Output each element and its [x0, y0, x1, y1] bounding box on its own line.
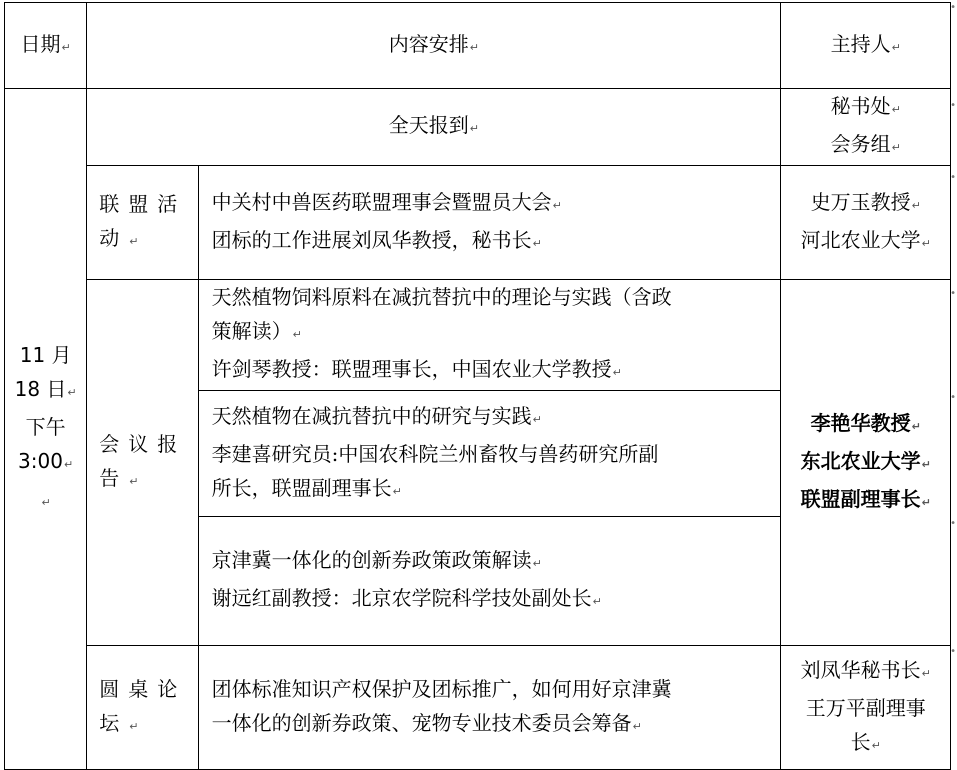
content-text: 京津冀一体化的创新券政策政策解读: [211, 548, 532, 572]
host-text: 刘凤华秘书长: [800, 657, 921, 682]
content-text: 中关村中兽医药联盟理事会暨盟员大会: [211, 189, 552, 214]
content-text: 所长，联盟副理事长: [211, 475, 392, 500]
meeting-host-line1: [781, 406, 950, 444]
paragraph-mark-icon: ↵: [129, 474, 148, 488]
content-text: 谢远红副教授：北京农学院科学技处副处长: [211, 586, 592, 610]
alliance-host-line2: [781, 223, 950, 261]
content-text: 天然植物在减抗替抗中的研究与实践: [211, 403, 532, 428]
paragraph-mark-icon: ↵: [911, 419, 921, 433]
meeting-report2-cell: [198, 391, 781, 517]
report3-line2: [212, 581, 775, 619]
content-text: 策解读）: [211, 319, 292, 343]
roundtable-host-line1: [781, 653, 950, 691]
category-text: 告: [99, 465, 129, 490]
content-text: 一体化的创新券政策、宠物专业技术委员会筹备: [211, 710, 632, 735]
paragraph-mark-icon: ↵: [469, 40, 479, 54]
roundtable-category-cell: [87, 646, 198, 770]
roundtable-content-line1: 团体标准知识产权保护及团标推广，如何用好京津冀: [211, 676, 672, 701]
roundtable-host-line3: [781, 725, 950, 763]
alliance-host-cell: [781, 166, 951, 280]
paragraph-mark-icon: ↵: [61, 40, 71, 54]
paragraph-mark-icon: ↵: [129, 719, 148, 733]
row-end-mark-icon: •: [950, 2, 956, 13]
roundtable-category-line1: 圆桌论: [99, 676, 187, 701]
paragraph-mark-icon: ↵: [891, 103, 901, 116]
host-text: 长: [850, 729, 871, 754]
meeting-host-line3: [781, 482, 950, 520]
paragraph-mark-icon: ↵: [469, 122, 479, 135]
roundtable-category-line2: [99, 706, 197, 744]
roundtable-host-cell: [781, 646, 951, 770]
meeting-host-line2: [781, 444, 950, 482]
paragraph-mark-icon: ↵: [292, 328, 302, 341]
report1-line2: [212, 314, 775, 352]
meeting-host-cell: [781, 280, 951, 646]
schedule-table: [4, 2, 951, 770]
paragraph-mark-icon: ↵: [921, 666, 931, 680]
alliance-content-line1: [212, 185, 775, 223]
paragraph-mark-icon: ↵: [552, 198, 562, 212]
host-text: 李艳华教授: [810, 410, 911, 435]
paragraph-mark-icon: ↵: [871, 738, 881, 752]
row-end-mark-icon: •: [950, 288, 956, 299]
date-empty-line: [5, 482, 86, 520]
report1-line1: 天然植物饲料原料在减抗替抗中的理论与实践（含政: [211, 285, 672, 309]
paragraph-mark-icon: ↵: [891, 141, 901, 154]
paragraph-mark-icon: ↵: [632, 719, 642, 733]
host-text: 会务组: [830, 132, 891, 156]
meeting-report1-row: [5, 280, 951, 391]
meeting-report3-cell: [198, 517, 781, 646]
paragraph-mark-icon: ↵: [612, 366, 622, 379]
registration-host-cell: [781, 89, 951, 166]
registration-content-text: 全天报到: [388, 113, 469, 137]
paragraph-mark-icon: ↵: [532, 557, 542, 570]
paragraph-mark-icon: ↵: [911, 198, 921, 212]
paragraph-mark-icon: ↵: [891, 40, 901, 54]
paragraph-mark-icon: ↵: [63, 458, 74, 471]
registration-row: [5, 89, 951, 166]
date-time-line: [5, 444, 86, 482]
registration-content-cell: [87, 89, 781, 166]
alliance-host-line1: [781, 185, 950, 223]
row-end-mark-icon: •: [950, 100, 956, 111]
header-host-cell: [781, 3, 951, 89]
report2-line2: 李建喜研究员:中国农科院兰州畜牧与兽药研究所副: [211, 441, 659, 466]
meeting-category-cell: [87, 280, 198, 646]
content-text: 团标的工作进展刘凤华教授，秘书长: [211, 227, 532, 252]
alliance-row: [5, 166, 951, 280]
host-text: 史万玉教授: [810, 189, 911, 214]
registration-host-line2: [781, 127, 950, 165]
paragraph-mark-icon: ↵: [532, 412, 542, 426]
header-host-text: 主持人: [830, 31, 891, 56]
alliance-category-line2: [99, 221, 197, 259]
roundtable-host-line2: 王万平副理事: [805, 695, 926, 720]
roundtable-content-line2: [212, 706, 775, 744]
alliance-category-line1: 联盟活: [99, 191, 187, 216]
paragraph-mark-icon: ↵: [921, 457, 931, 471]
header-date-text: 日期: [20, 31, 61, 56]
category-text: 坛: [99, 710, 129, 735]
paragraph-mark-icon: ↵: [41, 496, 51, 509]
row-end-mark-icon: •: [950, 646, 956, 657]
date-cell: [5, 89, 87, 770]
date-month: 11 月: [19, 343, 72, 367]
content-text: 许剑琴教授：联盟理事长，中国农业大学教授: [211, 357, 612, 381]
paragraph-mark-icon: ↵: [532, 236, 542, 250]
roundtable-row: [5, 646, 951, 770]
row-end-mark-icon: •: [950, 392, 956, 403]
header-content-cell: [87, 3, 781, 89]
paragraph-mark-icon: ↵: [592, 595, 602, 608]
header-content-text: 内容安排: [388, 31, 469, 56]
host-text: 东北农业大学: [800, 448, 921, 473]
host-text: 联盟副理事长: [800, 486, 921, 511]
host-text: 河北农业大学: [800, 227, 921, 252]
alliance-category-cell: [87, 166, 198, 280]
meeting-category-line2: [99, 461, 197, 499]
meeting-report1-cell: [198, 280, 781, 391]
paragraph-mark-icon: ↵: [392, 484, 402, 498]
report2-line1: [212, 399, 775, 437]
date-day-line: [5, 372, 86, 410]
report3-line1: [212, 543, 775, 581]
category-text: 动: [99, 225, 129, 250]
host-text: 秘书处: [830, 94, 891, 118]
row-end-mark-icon: •: [950, 172, 956, 183]
paragraph-mark-icon: ↵: [129, 234, 148, 248]
header-row: [5, 3, 951, 89]
row-end-mark-icon: •: [950, 518, 956, 529]
paragraph-mark-icon: ↵: [921, 495, 931, 509]
registration-host-line1: [781, 89, 950, 127]
paragraph-mark-icon: ↵: [921, 236, 931, 250]
header-date-cell: [5, 3, 87, 89]
report1-line3: [212, 352, 775, 390]
meeting-category-line1: 会议报: [99, 431, 187, 456]
alliance-content-cell: [198, 166, 781, 280]
roundtable-content-cell: [198, 646, 781, 770]
report2-line3: [212, 471, 775, 509]
alliance-content-line2: [212, 223, 775, 261]
date-time: 3:00: [18, 449, 63, 473]
paragraph-mark-icon: ↵: [67, 386, 77, 399]
date-day: 18 日: [14, 377, 67, 401]
date-period: 下午: [25, 415, 66, 439]
